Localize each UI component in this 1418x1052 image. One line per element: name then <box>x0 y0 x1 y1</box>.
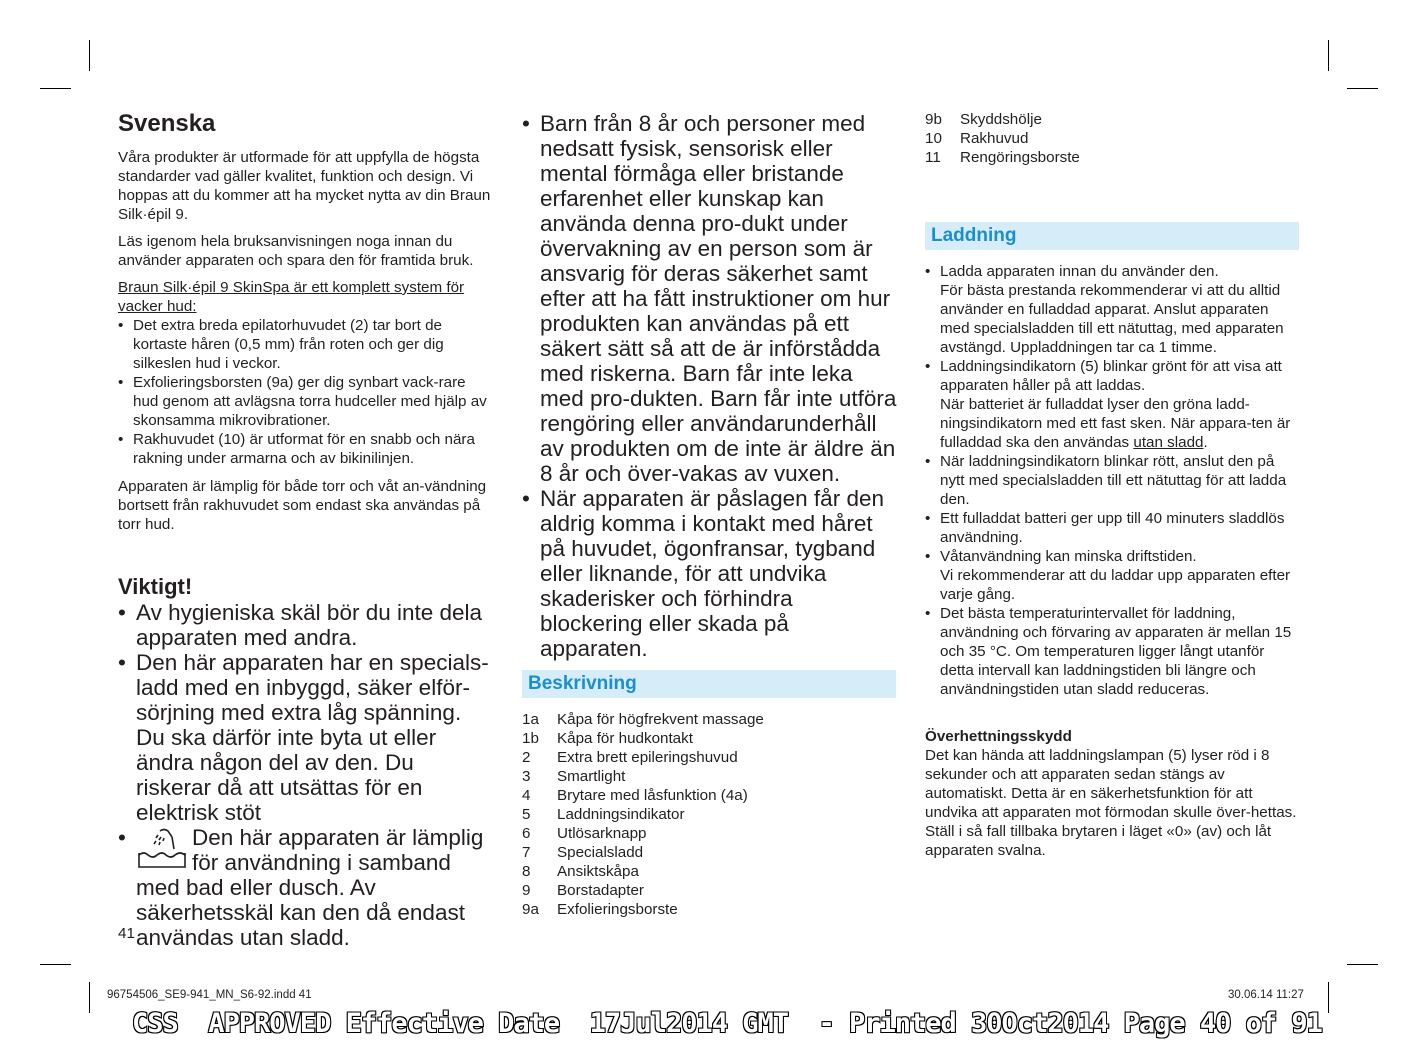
crop-mark <box>40 88 71 89</box>
list-item: • Ladda apparaten innan du använder den. För bästa prestanda rekommenderar vi att du alltid använder en fulladdad apparat. Anslut apparaten med specialsladden till ett nätuttag, med apparaten avstängd. Uppladdningen tar ca 1 timme. <box>925 262 1301 357</box>
parts-list-continued <box>925 110 1301 167</box>
list-item: 1b Kåpa för hudkontakt <box>522 730 693 747</box>
safety-warnings <box>522 111 897 661</box>
print-date: 30.06.14 11:27 <box>1228 989 1304 1001</box>
crop-mark <box>1328 40 1329 71</box>
crop-mark <box>89 40 90 71</box>
system-heading-text: Braun Silk·épil 9 SkinSpa är ett komplett system för vacker hud: <box>118 279 465 315</box>
list-item: 1a Kåpa för högfrekvent massage <box>522 711 764 728</box>
list-item: • Det bästa temperaturintervallet för laddning, användning och förvaring av apparaten är mellan 15 och 35 °C. Om temperaturen ligger långt utanför detta intervall kan laddningstiden bli längre och användningstiden utan sladd reduceras. <box>925 604 1301 699</box>
list-item: 11 Rengöringsborste <box>925 149 1080 166</box>
bath-item <box>118 825 490 950</box>
approval-stamp: CSS APPROVED Effective Date 17Jul2014 GMT - Printed 30Oct2014 Page 40 of 91 <box>132 1008 1322 1039</box>
crop-mark <box>89 982 90 1013</box>
file-info: 96754506_SE9-941_MN_S6-92.indd 41 <box>107 989 312 1001</box>
list-item: 9 Borstadapter <box>522 882 644 899</box>
list-item: 3 Smartlight <box>522 768 626 785</box>
list-item: • Av hygieniska skäl bör du inte dela apparaten med andra. <box>118 600 490 650</box>
bath-text: Den här apparaten är lämplig för användning i samband med bad eller dusch. Av säkerhetsskäl kan den då endast användas utan sladd. <box>136 825 484 950</box>
intro-paragraph: Våra produkter är utformade för att uppfylla de högsta standarder vad gäller kvalitet, funktion och design. Vi hoppas att du kommer att ha mycket nytta av din Braun Silk·épil 9. <box>118 149 491 223</box>
list-item: • Ett fulladdat batteri ger upp till 40 minuters sladdlös användning. <box>925 509 1301 547</box>
overheat-paragraph: Det kan hända att laddningslampan (5) lyser röd i 8 sekunder och att apparaten sedan stängs av automatiskt. Detta är en säkerhetsfunktion för att undvika att apparaten mot förmodan skulle över-hettas. Ställ i så fall tillbaka brytaren i läget «0» (av) och låt apparaten svalna. <box>925 747 1297 859</box>
list-item: • Laddningsindikatorn (5) blinkar grönt för att visa att apparaten håller på att laddas. När batteriet är fulladdat lyser den gröna ladd-ningsindikatorn med ett fast sken. När appara-ten är fulladdad ska den användas utan sladd. <box>925 357 1301 452</box>
list-item: • När apparaten är påslagen får den aldrig komma i kontakt med håret på huvudet, ögonfransar, tygband eller liknande, för att undvika skaderisker och förhindra blockering eller skada på apparaten. <box>522 486 897 661</box>
list-item: • Barn från 8 år och personer med nedsatt fysisk, sensorisk eller mental förmåga eller bristande erfarenhet eller kunskap kan använda denna pro-dukt under övervakning av en person som är ansvarig för deras säkerhet samt efter att ha fått instruktioner om hur produkten kan användas på ett säkert sätt så att de är införstådda med riskerna. Barn får inte leka med pro-dukten. Barn får inte utföra rengöring eller användarunderhåll av produkten om de inte är äldre än 8 år och över-vakas av vuxen. <box>522 111 897 486</box>
overheat-title: Överhettningsskydd <box>925 728 1072 745</box>
list-item: • Våtanvändning kan minska driftstiden. Vi rekommenderar att du laddar upp apparaten efter varje gång. <box>925 547 1301 604</box>
list-item: 10 Rakhuvud <box>925 130 1029 147</box>
bath-shower-icon <box>136 825 188 873</box>
list-item: 6 Utlösarknapp <box>522 825 647 842</box>
column-3 <box>925 110 1301 860</box>
section-header-description: Beskrivning <box>522 670 896 698</box>
list-item: 4 Brytare med låsfunktion (4a) <box>522 787 748 804</box>
list-item: • Rakhuvudet (10) är utformat för en snabb och nära rakning under armarna och av bikinilinjen. <box>118 430 493 468</box>
section-header-charging: Laddning <box>925 222 1299 250</box>
parts-list <box>522 710 897 919</box>
list-item: • Det extra breda epilatorhuvudet (2) tar bort de kortaste håren (0,5 mm) från roten och ger dig silkeslen hud i veckor. <box>118 316 493 373</box>
bullet: • <box>118 825 126 850</box>
list-item: 9b Skyddshölje <box>925 111 1042 128</box>
crop-mark <box>1347 88 1378 89</box>
page-number: 41 <box>118 925 135 942</box>
crop-mark <box>40 964 71 965</box>
list-item: 8 Ansiktskåpa <box>522 863 639 880</box>
usage-paragraph: Apparaten är lämplig för både torr och våt an-vändning bortsett från rakhuvudet som endast ska användas på torr hud. <box>118 478 487 533</box>
important-title: Viktigt! <box>118 574 193 599</box>
feature-list <box>118 316 493 468</box>
column-1 <box>118 110 493 950</box>
page-title: Svenska <box>118 110 216 137</box>
important-list <box>118 600 490 950</box>
list-item: • Den här apparaten har en specials-ladd med en inbyggd, säker elför-sörjning med extra låg spänning. Du ska därför inte byta ut eller ändra någon del av den. Du riskerar då att utsättas för en elektrisk stöt <box>118 650 490 825</box>
list-item: • Exfolieringsborsten (9a) ger dig synbart vack-rare hud genom att avlägsna torra hudceller med hjälp av skonsamma mikrovibrationer. <box>118 373 493 430</box>
system-heading <box>118 278 483 316</box>
intro-paragraph: Läs igenom hela bruksanvisningen noga innan du använder apparaten och spara den för framtida bruk. <box>118 233 474 269</box>
list-item: 2 Extra brett epileringshuvud <box>522 749 738 766</box>
list-item: 7 Specialsladd <box>522 844 644 861</box>
list-item: 9a Exfolieringsborste <box>522 901 678 918</box>
column-2 <box>522 111 897 918</box>
charging-list <box>925 262 1301 699</box>
list-item: 5 Laddningsindikator <box>522 806 685 823</box>
crop-mark <box>1328 982 1329 1013</box>
crop-mark <box>1347 964 1378 965</box>
list-item: • När laddningsindikatorn blinkar rött, anslut den på nytt med specialsladden till ett nätuttag för att ladda den. <box>925 452 1301 509</box>
